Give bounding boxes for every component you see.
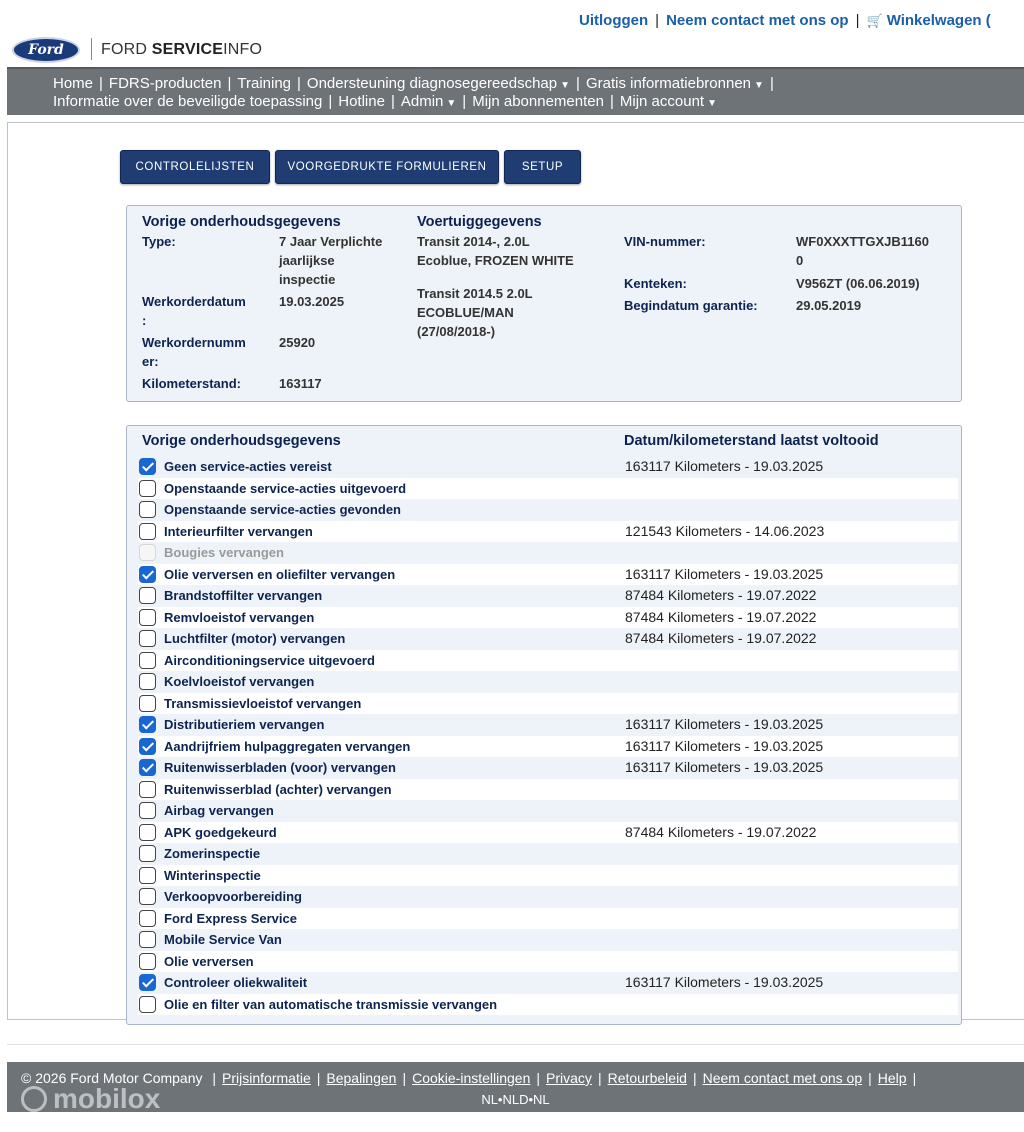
service-label: Ford Express Service [164,910,297,926]
type-value-line: 7 Jaar Verplichte [279,234,383,249]
service-row [138,800,958,822]
nav-item-label: Mijn abonnementen [472,93,604,110]
service-row [138,564,958,586]
service-label: Olie verversen en oliefilter vervangen [164,566,396,582]
workorder-number-value: 25920 [279,335,316,350]
service-checkbox[interactable] [139,824,156,841]
vehicle-line: ECOBLUE/MAN [417,305,514,320]
mileage-value: 163117 [279,376,322,391]
nav-separator: | [462,93,467,110]
nav-item-mijn-abonnementen[interactable] [466,93,610,110]
watermark-text: mobilox [53,1083,161,1114]
cart-link[interactable] [867,12,991,29]
service-row [138,456,958,478]
type-value-line: inspectie [279,272,336,287]
nav-item-home[interactable] [53,75,99,92]
plate-label: Kenteken: [624,276,687,291]
service-checkbox[interactable] [139,802,156,819]
preprinted-forms-button[interactable]: VOORGEDRUKTE FORMULIEREN [275,150,499,184]
cart-label: Winkelwagen ( [886,12,991,29]
service-label: Koelvloeistof vervangen [164,674,315,689]
vin-line: WF0XXXTTGXJB1160 [796,234,929,249]
setup-button[interactable]: SETUP [504,150,581,184]
service-row [138,736,958,758]
label-line: er: [142,354,159,369]
service-checkbox[interactable] [139,695,156,712]
nav-item-training[interactable] [231,75,297,92]
service-last-completed: 87484 Kilometers - 19.07.2022 [625,587,817,603]
warranty-value: 29.05.2019 [796,298,862,313]
footer-divider [7,1044,1024,1045]
service-row [138,499,958,521]
service-rows [138,456,958,1015]
footer-separator: | [536,1070,541,1086]
service-label: Ruitenwisserblad (achter) vervangen [164,781,392,797]
footer-separator: | [402,1070,407,1086]
footer-link-bepalingen[interactable]: Bepalingen [326,1070,397,1086]
service-checkbox[interactable] [139,867,156,884]
service-label: Aandrijfriem hulpaggregaten vervangen [164,738,411,754]
separator: | [655,12,660,29]
service-row [138,521,958,543]
service-last-completed: 163117 Kilometers - 19.03.2025 [625,737,824,754]
service-row [138,478,958,500]
nav-item-ondersteuning-diagnosegereedschap[interactable] [301,75,576,92]
nav-item-informatie-over-de-beveiligde-toepassing[interactable] [53,93,328,110]
service-row [138,671,958,693]
service-checkbox[interactable] [139,480,156,497]
service-row [138,607,958,629]
service-label: Mobile Service Van [164,932,282,947]
service-label: Airbag vervangen [164,803,274,818]
service-row [138,972,958,994]
caret-down-icon: ▼ [707,98,717,109]
service-checkbox[interactable] [139,845,156,862]
nav-separator: | [99,75,103,92]
service-row [138,908,958,930]
caret-down-icon: ▼ [560,80,571,91]
nav-item-label: Admin [400,93,444,110]
service-checkbox[interactable] [139,931,156,948]
service-row [138,929,958,951]
nav-row-2 [53,93,723,110]
footer-link-help[interactable]: Help [877,1070,907,1086]
nav-separator: | [390,93,395,110]
site-name [101,41,262,59]
service-checkbox[interactable] [139,630,156,647]
type-value [279,232,382,289]
nav-separator: | [328,93,333,110]
service-last-completed: 163117 Kilometers - 19.03.2025 [625,716,824,732]
nav-separator: | [297,75,301,92]
nav-item-mijn-account[interactable] [614,93,723,110]
nav-item-gratis-informatiebronnen[interactable] [580,75,770,92]
nav-item-label: Hotline [338,93,385,110]
service-label: Transmissievloeistof vervangen [164,695,362,711]
service-label: Remvloeistof vervangen [164,609,315,625]
workorder-number-label [142,333,246,371]
service-last-completed: 163117 Kilometers - 19.03.2025 [625,565,824,582]
nav-item-label: Training [237,75,292,92]
service-last-completed: 121543 Kilometers - 14.06.2023 [625,522,825,539]
service-label: Zomerinspectie [164,846,261,861]
service-list-box [126,425,962,1025]
ford-logo[interactable]: Ford [12,37,80,63]
label-line: : [142,313,147,328]
vehicle-line: (27/08/2018-) [417,324,496,339]
service-label: Airconditioningservice uitgevoerd [164,652,375,668]
caret-down-icon: ▼ [446,98,457,109]
service-list-header-left: Vorige onderhoudsgegevens [142,433,341,449]
footer-link-cookie-instellingen[interactable]: Cookie-instellingen [412,1070,531,1086]
nav-separator: | [769,75,774,92]
nav-item-label: Ondersteuning diagnosegereedschap [306,75,558,92]
service-list-header-right: Datum/kilometerstand laatst voltooid [624,433,879,449]
caret-down-icon: ▼ [754,80,764,91]
service-label: Openstaande service-acties gevonden [164,502,401,517]
footer-separator: | [692,1070,697,1086]
service-checkbox[interactable] [139,996,156,1013]
type-value-line: jaarlijkse [279,253,335,268]
cart-icon: 🛒 [866,13,883,28]
nav-item-fdrs-producten[interactable] [103,75,228,92]
service-label: Controleer oliekwaliteit [164,975,308,990]
service-row [138,822,958,844]
nav-item-label: Mijn account [619,93,705,110]
plate-value: V956ZT (06.06.2019) [796,276,920,291]
vehicle-title: Voertuiggegevens [417,214,542,230]
service-row [138,585,958,607]
footer-link-privacy[interactable]: Privacy [546,1070,592,1086]
contact-link[interactable]: Neem contact met ons op [666,12,849,29]
service-last-completed: 87484 Kilometers - 19.07.2022 [625,823,817,840]
service-label: Olie verversen [164,953,254,969]
vehicle-model [417,232,574,270]
service-checkbox[interactable] [139,458,156,475]
footer-separator: | [212,1070,217,1086]
site-name-suffix: INFO [223,41,263,58]
service-label: Geen service-acties vereist [164,459,332,474]
vin-line: 0 [796,253,804,268]
logo-divider [91,38,92,60]
mileage-label: Kilometerstand: [142,376,241,391]
service-label: Ruitenwisserbladen (voor) vervangen [164,760,396,775]
footer-separator: | [912,1070,917,1086]
service-row [138,693,958,715]
service-row [138,757,958,779]
service-last-completed: 87484 Kilometers - 19.07.2022 [625,630,817,646]
service-row [138,628,958,650]
service-checkbox[interactable] [139,501,156,518]
service-checkbox[interactable] [139,523,156,540]
footer-link-prijsinformatie[interactable]: Prijsinformatie [222,1070,311,1086]
service-last-completed: 163117 Kilometers - 19.03.2025 [625,759,824,775]
watermark [21,1083,160,1115]
footer-separator: | [316,1070,321,1086]
service-label: APK goedgekeurd [164,824,277,840]
service-row [138,714,958,736]
service-row [138,650,958,672]
service-checkbox[interactable] [139,888,156,905]
vehicle-engine [417,284,533,341]
main-nav [7,67,1024,115]
nav-separator: | [609,93,614,110]
service-checkbox[interactable] [139,781,156,798]
service-checkbox [139,544,156,561]
service-label: Brandstoffilter vervangen [164,588,323,603]
service-checkbox[interactable] [139,759,156,776]
nav-item-hotline[interactable] [332,93,391,110]
service-label: Verkoopvoorbereiding [164,889,302,904]
separator: | [855,12,860,29]
label-line: Werkordernumm [142,335,246,350]
vehicle-line: Ecoblue, FROZEN WHITE [417,253,574,268]
nav-separator: | [227,75,232,92]
service-checkbox[interactable] [139,738,156,755]
service-row [138,779,958,801]
service-checkbox[interactable] [139,587,156,604]
footer-link-neem-contact-met-ons-op[interactable]: Neem contact met ons op [702,1070,863,1086]
type-label: Type: [142,234,176,249]
service-last-completed: 87484 Kilometers - 19.07.2022 [625,608,817,625]
site-name-bold: SERVICE [151,41,224,58]
service-last-completed: 163117 Kilometers - 19.03.2025 [625,458,824,474]
workorder-date-value: 19.03.2025 [279,294,345,309]
nav-item-admin[interactable] [395,93,462,110]
service-label: Distributieriem vervangen [164,717,325,732]
vehicle-info-box [126,205,962,402]
label-line: Werkorderdatum [142,294,246,309]
service-checkbox[interactable] [139,910,156,927]
info-section-title: Vorige onderhoudsgegevens [142,214,341,230]
vin-label: VIN-nummer: [624,234,706,249]
service-label: Winterinspectie [164,867,261,883]
service-row [138,542,958,564]
service-row [138,951,958,973]
service-checkbox[interactable] [139,673,156,690]
service-checkbox[interactable] [139,609,156,626]
nav-item-label: Home [53,75,94,92]
watermark-logo-icon [21,1086,47,1112]
vehicle-line: Transit 2014-, 2.0L [417,234,530,249]
service-label: Interieurfilter vervangen [164,523,313,539]
service-row [138,886,958,908]
service-checkbox[interactable] [139,566,156,583]
footer-separator: | [597,1070,602,1086]
service-label: Luchtfilter (motor) vervangen [164,631,346,646]
workorder-date-label [142,292,246,330]
nav-item-label: Informatie over de beveiligde toepassing [53,93,323,110]
service-row [138,865,958,887]
nav-item-label: FDRS-producten [108,75,222,92]
logout-link[interactable]: Uitloggen [579,12,649,29]
service-row [138,994,958,1016]
service-last-completed: 163117 Kilometers - 19.03.2025 [625,974,824,990]
checklists-button[interactable]: CONTROLELIJSTEN [120,150,270,184]
footer-link-retourbeleid[interactable]: Retourbeleid [607,1070,687,1086]
nav-separator: | [576,75,580,92]
warranty-label: Begindatum garantie: [624,298,758,313]
service-row [138,843,958,865]
copyright: © 2026 Ford Motor Company [21,1070,203,1086]
footer-separator: | [868,1070,872,1086]
service-checkbox[interactable] [139,652,156,669]
site-name-prefix: FORD [101,41,152,58]
service-checkbox[interactable] [139,953,156,970]
service-label: Bougies vervangen [164,545,284,560]
vehicle-line: Transit 2014.5 2.0L [417,286,533,301]
service-checkbox[interactable] [139,974,156,991]
nav-item-label: Gratis informatiebronnen [585,75,752,92]
top-links [579,12,991,29]
nav-row-1 [53,75,774,92]
service-label: Olie en filter van automatische transmissie vervangen [164,996,498,1012]
service-label: Openstaande service-acties uitgevoerd [164,480,407,496]
service-checkbox[interactable] [139,716,156,733]
vin-value [796,232,929,270]
locale[interactable]: NL•NLD•NL [481,1092,550,1107]
